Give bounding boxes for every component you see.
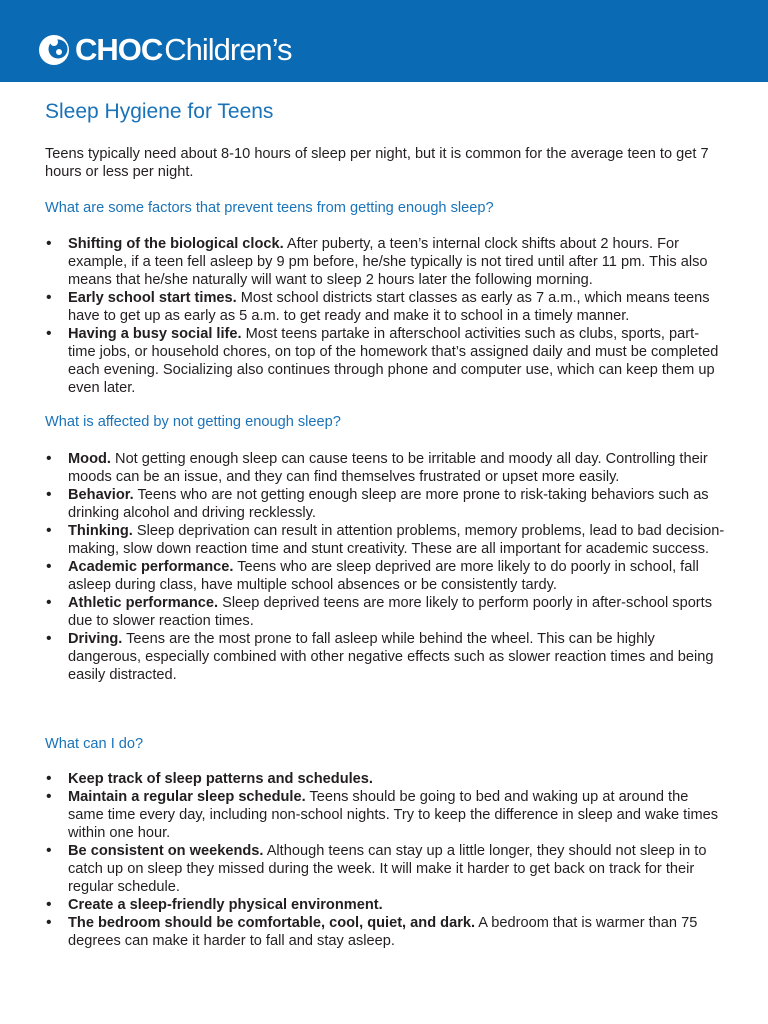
item-text: Sleep deprived teens are more likely to perform poorly in after-school sports due to slower reaction times. [68, 595, 713, 629]
item-lead: Thinking. [68, 523, 133, 539]
list-item [45, 594, 725, 630]
list-item [45, 486, 725, 522]
item-text: Although teens can stay up a little longer, they should not sleep in to catch up on sleep they missed during the week. It will make it harder to get back on track for their regular schedule. [68, 843, 707, 895]
logo-brand: CHOC [75, 32, 163, 67]
item-lead: Behavior. [68, 487, 134, 503]
item-lead: Having a busy social life. [68, 326, 242, 342]
list-item [45, 770, 725, 788]
item-text: Not getting enough sleep can cause teens to be irritable and moody all day. Controlling their moods can be an issue, and they can find themselves frustrated or upset more easily. [68, 451, 708, 485]
item-text: Teens who are sleep deprived are more likely to do poorly in school, fall asleep during class, have multiple school absences or be consistently tardy. [68, 559, 699, 593]
item-text: Sleep deprivation can result in attention problems, memory problems, lead to bad decision-making, slow down reaction time and stunt creativity. These are all important for academic success. [68, 523, 725, 557]
list-item [45, 522, 725, 558]
page-title: Sleep Hygiene for Teens [45, 100, 274, 123]
list-item [45, 450, 725, 486]
item-text: Teens who are not getting enough sleep are more prone to risk-taking behaviors such as drinking alcohol and driving recklessly. [68, 487, 709, 521]
header-bar [0, 0, 768, 82]
item-lead: Academic performance. [68, 559, 234, 575]
list-item [45, 630, 725, 684]
item-text: Teens are the most prone to fall asleep while behind the wheel. This can be highly dangerous, especially combined with other negative effects such as slower reaction times and being easily distracted. [68, 631, 714, 683]
item-lead: Early school start times. [68, 290, 237, 306]
item-lead: Athletic performance. [68, 595, 219, 611]
factors-list [45, 235, 725, 397]
item-lead: Mood. [68, 451, 111, 467]
section-heading-actions: What can I do? [45, 736, 144, 752]
item-text: Most teens partake in afterschool activities such as clubs, sports, part-time jobs, or household chores, on top of the homework that’s assigned daily and must be completed each evening. Socializing also continues through phone and computer use, which can keep them up even later. [68, 326, 719, 396]
item-lead: The bedroom should be comfortable, cool, quiet, and dark. [68, 915, 476, 931]
section-heading-factors: What are some factors that prevent teens from getting enough sleep? [45, 200, 494, 216]
actions-list [45, 770, 725, 950]
list-item [45, 914, 725, 950]
item-lead: Shifting of the biological clock. [68, 236, 284, 252]
item-text: Most school districts start classes as early as 7 a.m., which means teens have to get up as early as 5 a.m. to get ready and make it to school in a timely manner. [68, 290, 710, 324]
list-item [45, 289, 725, 325]
choc-mascot-icon [37, 33, 71, 67]
list-item [45, 788, 725, 842]
effects-list [45, 450, 725, 684]
item-lead: Create a sleep-friendly physical environment. [68, 897, 383, 913]
item-lead: Maintain a regular sleep schedule. [68, 789, 306, 805]
choc-logo [37, 28, 292, 72]
list-item [45, 896, 725, 914]
intro-paragraph: Teens typically need about 8-10 hours of sleep per night, but it is common for the average teen to get 7 hours or less per night. [45, 146, 709, 180]
item-text: A bedroom that is warmer than 75 degrees can make it harder to fall and stay asleep. [68, 915, 698, 949]
item-lead: Keep track of sleep patterns and schedules. [68, 771, 373, 787]
list-item [45, 558, 725, 594]
list-item [45, 325, 725, 397]
item-text: After puberty, a teen’s internal clock shifts about 2 hours. For example, if a teen fell asleep by 9 pm before, he/she typically is not tired until after 11 pm. This also means that he/she naturally will want to sleep 2 hours later the following morning. [68, 236, 708, 288]
list-item [45, 842, 725, 896]
section-heading-effects: What is affected by not getting enough sleep? [45, 414, 341, 430]
list-item [45, 235, 725, 289]
item-lead: Be consistent on weekends. [68, 843, 264, 859]
item-text: Teens should be going to bed and waking up at around the same time every day, including non-school nights. Try to keep the difference in sleep and wake times within one hour. [68, 789, 719, 841]
item-lead: Driving. [68, 631, 123, 647]
logo-name: Children’s [164, 32, 292, 67]
